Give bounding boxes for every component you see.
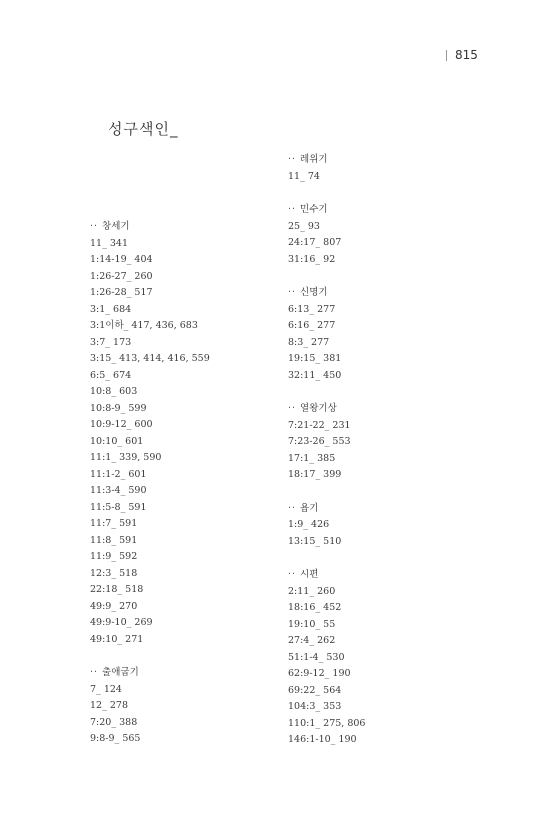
verse-entry: 11:1-2_ 601 — [90, 468, 147, 480]
verse-entry: 11:5-8_ 591 — [90, 501, 147, 513]
verse-entry: 13:15_ 510 — [288, 535, 342, 547]
verse-entry: 2:11_ 260 — [288, 585, 336, 597]
verse-entry: 11:7_ 591 — [90, 518, 138, 529]
book-section — [288, 501, 365, 551]
book-title: 민수기 — [300, 204, 328, 215]
book-section — [288, 401, 365, 484]
index-column-right — [288, 152, 365, 766]
verse-entry: 1:26-27_ 260 — [90, 270, 153, 282]
book-title: 시편 — [300, 569, 319, 580]
verse-entry: 19:15_ 381 — [288, 353, 342, 364]
verse-entry: 11_ 341 — [90, 237, 128, 249]
book-title: 레위기 — [300, 154, 328, 165]
page-number-divider — [446, 50, 447, 61]
verse-entry: 19:10_ 55 — [288, 618, 336, 630]
book-heading — [288, 202, 365, 219]
verse-entry: 3:1이하_ 417, 436, 683 — [90, 320, 198, 331]
book-section — [288, 152, 365, 185]
verse-entry: 3:1_ 684 — [90, 303, 132, 315]
verse-entry: 69:22_ 564 — [288, 684, 342, 696]
book-heading — [288, 567, 365, 584]
verse-entry: 12_ 278 — [90, 700, 128, 711]
verse-entry: 3:7_ 173 — [90, 336, 132, 348]
verse-entry: 6:16_ 277 — [288, 320, 336, 331]
book-title: 열왕기상 — [300, 403, 337, 414]
verse-entry: 10:10_ 601 — [90, 435, 144, 447]
book-heading — [288, 285, 365, 302]
verse-entry: 6:13_ 277 — [288, 303, 336, 315]
book-heading-dots: ·· — [288, 569, 297, 580]
verse-entry: 32:11_ 450 — [288, 369, 342, 381]
book-section — [288, 567, 365, 749]
book-heading-dots: ·· — [90, 221, 99, 232]
verse-entry: 7:20_ 388 — [90, 716, 138, 728]
book-heading — [288, 501, 365, 518]
verse-entry: 12:3_ 518 — [90, 567, 138, 579]
verse-entry: 11:9_ 592 — [90, 551, 138, 562]
book-heading-dots: ·· — [288, 403, 297, 414]
verse-entry: 24:17_ 807 — [288, 237, 342, 248]
verse-entry: 8:3_ 277 — [288, 336, 330, 348]
page-number-text: 815 — [455, 48, 478, 62]
verse-entry: 7:21-22_ 231 — [288, 419, 351, 431]
verse-entry: 49:9-10_ 269 — [90, 617, 153, 628]
book-heading-dots: ·· — [288, 154, 297, 165]
book-heading-dots: ·· — [288, 204, 297, 215]
book-section — [288, 285, 365, 384]
verse-entry: 1:26-28_ 517 — [90, 287, 153, 298]
book-title: 출애굽기 — [102, 667, 139, 678]
book-heading — [288, 152, 365, 169]
book-heading-dots: ·· — [288, 287, 297, 298]
book-heading-dots: ·· — [90, 667, 99, 678]
verse-entry: 17:1_ 385 — [288, 452, 336, 464]
book-section — [90, 219, 210, 648]
book-section — [288, 202, 365, 268]
verse-entry: 1:14-19_ 404 — [90, 254, 153, 265]
verse-entry: 11:8_ 591 — [90, 534, 138, 546]
book-title: 신명기 — [300, 287, 328, 298]
verse-entry: 18:16_ 452 — [288, 602, 342, 613]
verse-entry: 27:4_ 262 — [288, 635, 336, 646]
verse-entry: 10:9-12_ 600 — [90, 419, 153, 430]
verse-entry: 25_ 93 — [288, 220, 320, 232]
book-section — [90, 665, 210, 748]
page-number — [446, 48, 478, 62]
verse-entry: 104:3_ 353 — [288, 701, 342, 712]
verse-entry: 7:23-26_ 553 — [288, 436, 351, 447]
verse-entry: 49:9_ 270 — [90, 600, 138, 612]
verse-entry: 11_ 74 — [288, 170, 320, 182]
verse-entry: 11:3-4_ 590 — [90, 485, 147, 496]
book-heading — [90, 665, 210, 682]
book-heading — [90, 219, 210, 236]
verse-entry: 10:8-9_ 599 — [90, 402, 147, 414]
index-title: 성구색인_ — [108, 120, 179, 138]
verse-entry: 51:1-4_ 530 — [288, 651, 345, 663]
book-title: 욥기 — [300, 502, 319, 514]
verse-entry: 110:1_ 275, 806 — [288, 717, 366, 729]
verse-entry: 7_ 124 — [90, 683, 122, 695]
verse-entry: 18:17_ 399 — [288, 469, 342, 480]
verse-entry: 22:18_ 518 — [90, 584, 144, 595]
verse-entry: 62:9-12_ 190 — [288, 668, 351, 679]
verse-entry: 3:15_ 413, 414, 416, 559 — [90, 353, 210, 364]
verse-entry: 9:8-9_ 565 — [90, 733, 141, 744]
verse-entry: 49:10_ 271 — [90, 633, 144, 645]
index-column-left — [90, 219, 210, 765]
verse-entry: 146:1-10_ 190 — [288, 734, 357, 745]
verse-entry: 31:16_ 92 — [288, 253, 336, 265]
book-heading-dots: ·· — [288, 502, 297, 514]
book-heading — [288, 401, 365, 418]
book-title: 창세기 — [102, 221, 130, 232]
verse-entry: 11:1_ 339, 590 — [90, 452, 162, 463]
verse-entry: 1:9_ 426 — [288, 519, 330, 530]
verse-entry: 10:8_ 603 — [90, 386, 138, 397]
verse-entry: 6:5_ 674 — [90, 369, 132, 381]
